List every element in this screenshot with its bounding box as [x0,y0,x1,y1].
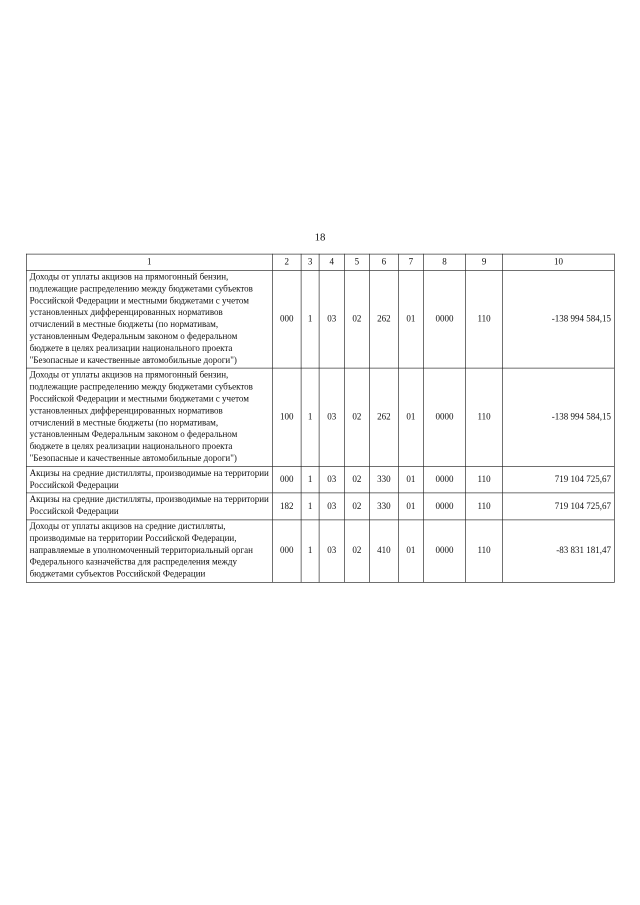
amount-cell: -138 994 584,15 [503,270,615,368]
program-code-cell: 0000 [424,493,466,520]
table-row [26,466,614,493]
column-header: 6 [370,254,399,270]
group-code-cell: 1 [301,493,319,520]
subgroup-code-cell: 03 [319,519,344,581]
table-header-row [26,254,614,270]
article-code-cell: 02 [344,368,369,466]
subarticle-code-cell: 262 [370,270,399,368]
page-number: 18 [314,230,326,243]
column-header: 7 [398,254,423,270]
column-header: 3 [301,254,319,270]
table-row [26,519,614,581]
column-header: 2 [272,254,301,270]
column-header: 9 [466,254,503,270]
economic-code-cell: 110 [466,519,503,581]
economic-code-cell: 110 [466,493,503,520]
subgroup-code-cell: 03 [319,368,344,466]
element-code-cell: 01 [398,466,423,493]
amount-cell: 719 104 725,67 [503,466,615,493]
subgroup-code-cell: 03 [319,466,344,493]
element-code-cell: 01 [398,270,423,368]
document-page [8,224,632,680]
group-code-cell: 1 [301,368,319,466]
row-description: Доходы от уплаты акцизов на прямогонный бензин, подлежащие распределению между бюджетами субъектов Российской Федерации и местными бюджетами с учетом установленных дифференцированных нормативов отчислений в местные бюджеты (по нормативам, установленным Федеральным законом о федеральном бюджете в целях реализации национального проекта "Безопасные и качественные автомобильные дороги") [26,270,272,368]
amount-cell: 719 104 725,67 [503,493,615,520]
amount-cell: -138 994 584,15 [503,368,615,466]
program-code-cell: 0000 [424,519,466,581]
admin-code-cell: 000 [272,519,301,581]
program-code-cell: 0000 [424,466,466,493]
subarticle-code-cell: 262 [370,368,399,466]
group-code-cell: 1 [301,519,319,581]
economic-code-cell: 110 [466,270,503,368]
column-header: 8 [424,254,466,270]
admin-code-cell: 100 [272,368,301,466]
article-code-cell: 02 [344,493,369,520]
subgroup-code-cell: 03 [319,270,344,368]
amount-cell: -83 831 181,47 [503,519,615,581]
element-code-cell: 01 [398,493,423,520]
admin-code-cell: 000 [272,466,301,493]
element-code-cell: 01 [398,519,423,581]
row-description: Акцизы на средние дистилляты, производимые на территории Российской Федерации [26,493,272,520]
subarticle-code-cell: 330 [370,466,399,493]
row-description: Доходы от уплаты акцизов на средние дистилляты, производимые на территории Российской Федерации, направляемые в уполномоченный территориальный орган Федерального казначейства для распределения между бюджетами субъектов Российской Федерации [26,519,272,581]
column-header: 5 [344,254,369,270]
element-code-cell: 01 [398,368,423,466]
program-code-cell: 0000 [424,270,466,368]
subarticle-code-cell: 410 [370,519,399,581]
program-code-cell: 0000 [424,368,466,466]
table-row [26,270,614,368]
table-row [26,493,614,520]
article-code-cell: 02 [344,466,369,493]
economic-code-cell: 110 [466,466,503,493]
row-description: Акцизы на средние дистилляты, производимые на территории Российской Федерации [26,466,272,493]
column-header: 10 [503,254,615,270]
table-row [26,368,614,466]
subarticle-code-cell: 330 [370,493,399,520]
group-code-cell: 1 [301,466,319,493]
admin-code-cell: 182 [272,493,301,520]
group-code-cell: 1 [301,270,319,368]
article-code-cell: 02 [344,519,369,581]
subgroup-code-cell: 03 [319,493,344,520]
article-code-cell: 02 [344,270,369,368]
column-header: 4 [319,254,344,270]
budget-table [26,253,615,582]
admin-code-cell: 000 [272,270,301,368]
column-header: 1 [26,254,272,270]
economic-code-cell: 110 [466,368,503,466]
row-description: Доходы от уплаты акцизов на прямогонный бензин, подлежащие распределению между бюджетами субъектов Российской Федерации и местными бюджетами с учетом установленных дифференцированных нормативов отчислений в местные бюджеты (по нормативам, установленным Федеральным законом о федеральном бюджете в целях реализации национального проекта "Безопасные и качественные автомобильные дороги") [26,368,272,466]
